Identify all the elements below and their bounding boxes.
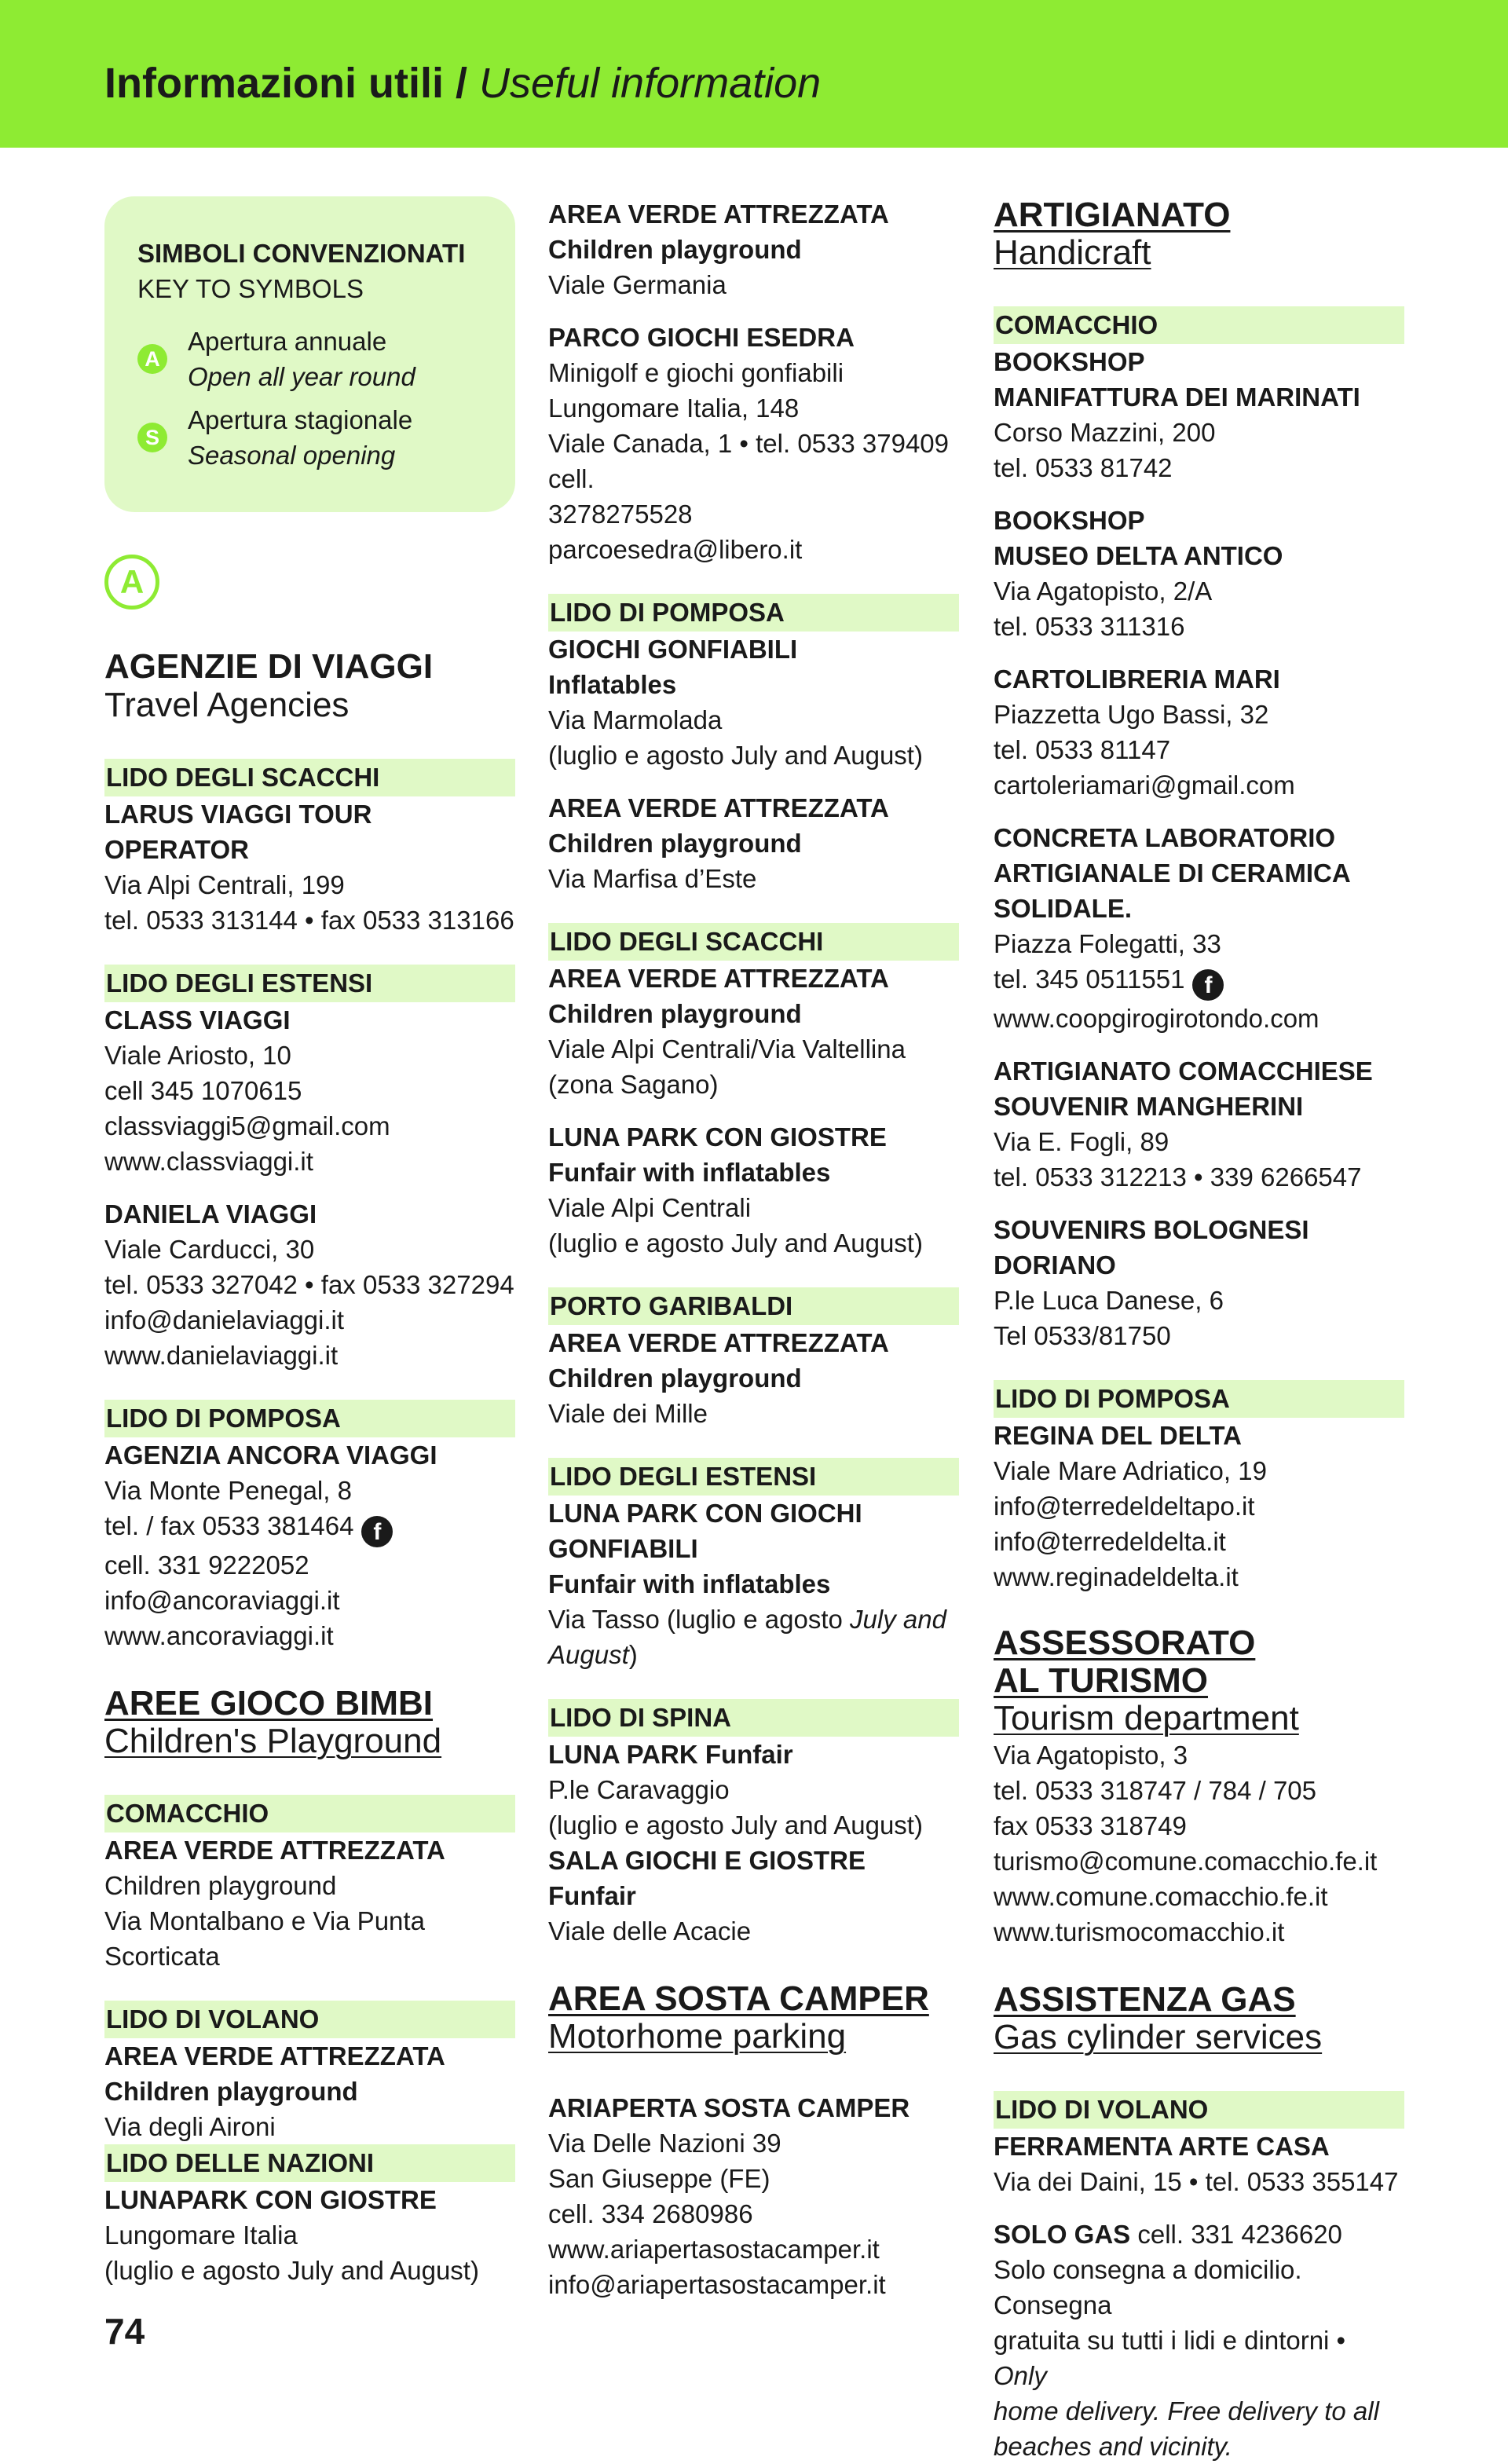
entry-line: tel. 0533 311316 — [994, 612, 1185, 641]
entry-line: Via Alpi Centrali, 199 — [104, 870, 345, 899]
section-agencies — [104, 647, 515, 1653]
entry-name: ARTIGIANALE DI CERAMICA SOLIDALE. — [994, 859, 1350, 923]
entry-line: Via Montalbano e Via Punta — [104, 1906, 425, 1935]
entry-name: ARTIGIANATO COMACCHIESE — [994, 1056, 1373, 1086]
entry-line: Via dei Daini, 15 • tel. 0533 355147 — [994, 2167, 1399, 2196]
entry-name: CLASS VIAGGI — [104, 1005, 291, 1034]
entry-line: Viale Canada, 1 • tel. 0533 379409 cell. — [548, 429, 950, 493]
list-item — [548, 790, 959, 896]
entry-line: tel. 0533 318747 / 784 / 705 — [994, 1776, 1317, 1805]
section-title-it: AREE GIOCO BIMBI — [104, 1684, 434, 1723]
header-title — [104, 52, 821, 115]
entry-line: tel. 0533 327042 • fax 0533 327294 — [104, 1270, 514, 1299]
list-item — [994, 1212, 1404, 1353]
list-item — [548, 196, 959, 302]
entry-line: Via Agatopisto, 2/A — [994, 577, 1213, 606]
section-tourism — [994, 1624, 1404, 1950]
entry-name: AREA VERDE ATTREZZATA — [104, 2041, 445, 2070]
entry-name: PARCO GIOCHI ESEDRA — [548, 323, 855, 352]
list-item — [104, 796, 515, 938]
key-item-annual — [137, 324, 484, 394]
entry-line: gratuita su tutti i lidi e dintorni • — [994, 2326, 1346, 2355]
entry-name: FERRAMENTA ARTE CASA — [994, 2132, 1330, 2161]
section-title-en: Tourism department — [994, 1699, 1299, 1737]
entry-name: SOUVENIR MANGHERINI — [994, 1092, 1304, 1121]
entry-name: MUSEO DELTA ANTICO — [994, 541, 1283, 570]
entry-line: www.reginadeldelta.it — [994, 1562, 1239, 1591]
list-item — [104, 1832, 515, 1974]
header-title-en: Useful information — [479, 60, 822, 107]
entry-name: AREA VERDE ATTREZZATA — [104, 1836, 445, 1865]
entry-line: tel. 345 0511551 — [994, 965, 1185, 994]
entry-name-en: Funfair — [697, 1740, 793, 1769]
entry-line: Via Tasso (luglio e agosto — [548, 1605, 851, 1634]
entry-line: P.le Caravaggio — [548, 1775, 730, 1804]
column-3 — [994, 196, 1404, 2464]
location-bar: LIDO DI SPINA — [548, 1699, 959, 1737]
list-item — [548, 961, 959, 1102]
entry-line: info@danielaviaggi.it — [104, 1305, 345, 1335]
facebook-icon[interactable]: f — [1192, 969, 1224, 1001]
entry-line: www.coopgirogirotondo.com — [994, 1004, 1320, 1033]
entry-line: Viale Ariosto, 10 — [104, 1041, 291, 1070]
entry-name: LARUS VIAGGI TOUR OPERATOR — [104, 800, 372, 864]
list-item — [548, 1496, 959, 1672]
header-separator: / — [443, 60, 479, 107]
key-item-seasonal — [137, 402, 484, 473]
list-item — [994, 344, 1404, 485]
entry-line: cell. 334 2680986 — [548, 2199, 753, 2228]
location-bar: LIDO DI VOLANO — [994, 2091, 1404, 2129]
entry-name: GIOCHI GONFIABILI — [548, 635, 798, 664]
entry-line: tel. 0533 312213 • 339 6266547 — [994, 1162, 1362, 1192]
key-title-en: KEY TO SYMBOLS — [137, 274, 364, 303]
entry-line: Children playground — [104, 1871, 337, 1900]
entry-line-en: July and — [850, 1605, 946, 1634]
section-title-it: ASSISTENZA GAS — [994, 1980, 1296, 2019]
list-item — [104, 2038, 515, 2144]
section-title-it: ARTIGIANATO — [994, 196, 1231, 234]
entry-line: cartoleriamari@gmail.com — [994, 771, 1295, 800]
entry-line: tel. 0533 81742 — [994, 453, 1173, 482]
entry-name: SOUVENIRS BOLOGNESI DORIANO — [994, 1215, 1309, 1280]
column-1 — [104, 196, 515, 2288]
entry-name-en: Children playground — [548, 829, 802, 858]
entry-line: 3278275528 — [548, 500, 693, 529]
entry-name: ARIAPERTA SOSTA CAMPER — [548, 2093, 910, 2122]
location-bar: COMACCHIO — [104, 1795, 515, 1832]
annual-opening-icon: A — [137, 344, 167, 374]
entry-line: Viale Alpi Centrali — [548, 1193, 752, 1222]
entry-line: cell. 331 9222052 — [104, 1551, 309, 1580]
entry-line: Via Agatopisto, 3 — [994, 1741, 1188, 1770]
entry-line: Viale Alpi Centrali/Via Valtellina — [548, 1034, 906, 1064]
entry-name: LUNAPARK CON GIOSTRE — [104, 2185, 437, 2214]
entry-name: LUNA PARK CON GIOCHI — [548, 1499, 862, 1528]
entry-name: LUNA PARK — [548, 1740, 698, 1769]
entry-name-en: Funfair with inflatables — [548, 1158, 831, 1187]
section-gas — [994, 1981, 1404, 2464]
entry-name: AREA VERDE ATTREZZATA — [548, 793, 889, 822]
location-bar: LIDO DI VOLANO — [104, 2001, 515, 2038]
key-item-it: Apertura annuale — [188, 327, 387, 356]
entry-line: Viale dei Mille — [548, 1399, 708, 1428]
entry-line: (luglio e agosto July and August) — [548, 1228, 923, 1258]
entry-name: AGENZIA ANCORA VIAGGI — [104, 1441, 437, 1470]
list-item — [104, 1002, 515, 1179]
location-bar: LIDO DEGLI ESTENSI — [104, 965, 515, 1002]
header-title-it: Informazioni utili — [104, 60, 444, 107]
entry-line: (luglio e agosto July and August) — [548, 1810, 923, 1840]
entry-name: REGINA DEL DELTA — [994, 1421, 1242, 1450]
section-title-en: Children's Playground — [104, 1722, 442, 1760]
entry-line: Lungomare Italia, 148 — [548, 394, 800, 423]
page-number: 74 — [104, 2311, 145, 2352]
section-title-en: Travel Agencies — [104, 686, 350, 724]
entry-line: turismo@comune.comacchio.fe.it — [994, 1847, 1378, 1876]
entry-line: (luglio e agosto July and August) — [548, 741, 923, 770]
entry-line: Viale Germania — [548, 270, 727, 299]
column-2 — [548, 196, 959, 2302]
list-item — [994, 503, 1404, 644]
list-item — [994, 820, 1404, 1036]
section-playground — [104, 1685, 515, 2288]
entry-line: Lungomare Italia — [104, 2221, 298, 2250]
entry-line: Viale Carducci, 30 — [104, 1235, 315, 1264]
list-item — [104, 2182, 515, 2288]
entry-line-en: Only — [994, 2361, 1047, 2390]
section-title-it: AL TURISMO — [994, 1661, 1208, 1700]
entry-name: AREA VERDE ATTREZZATA — [548, 964, 889, 993]
entry-name-en: Funfair with inflatables — [548, 1569, 831, 1598]
entry-line: (luglio e agosto July and August) — [104, 2256, 479, 2285]
entry-name: CARTOLIBRERIA MARI — [994, 665, 1280, 694]
entry-line: Corso Mazzini, 200 — [994, 418, 1216, 447]
entry-name: LUNA PARK CON GIOSTRE — [548, 1122, 887, 1151]
entry-line: info@ariapertasostacamper.it — [548, 2270, 886, 2299]
list-item — [548, 1119, 959, 1261]
entry-line: info@terredeldeltapo.it — [994, 1492, 1255, 1521]
list-item — [548, 320, 959, 567]
seasonal-opening-icon: S — [137, 423, 167, 452]
entry-name: AREA VERDE ATTREZZATA — [548, 1328, 889, 1357]
entry-name: SALA GIOCHI E GIOSTRE — [548, 1846, 866, 1875]
entry-line: Via Marfisa d’Este — [548, 864, 757, 893]
list-item — [548, 1737, 959, 1949]
location-bar: LIDO DI POMPOSA — [994, 1380, 1404, 1418]
facebook-icon[interactable]: f — [361, 1516, 393, 1547]
entry-line: Tel 0533/81750 — [994, 1321, 1171, 1350]
list-item — [104, 1196, 515, 1373]
location-bar: COMACCHIO — [994, 306, 1404, 344]
entry-line: cell 345 1070615 — [104, 1076, 302, 1105]
list-item — [104, 1437, 515, 1653]
location-bar: LIDO DI POMPOSA — [104, 1400, 515, 1437]
location-bar: LIDO DI POMPOSA — [548, 594, 959, 632]
location-bar: LIDO DEGLI SCACCHI — [548, 923, 959, 961]
list-item — [994, 1737, 1404, 1950]
entry-name-en: Children playground — [548, 999, 802, 1028]
entry-line: San Giuseppe (FE) — [548, 2164, 770, 2193]
annual-opening-section-icon: A — [104, 555, 159, 610]
entry-line: info@ancoraviaggi.it — [104, 1586, 340, 1615]
section-title-it: ASSESSORATO — [994, 1624, 1256, 1662]
entry-line: Via Marmolada — [548, 705, 723, 734]
entry-line: tel. 0533 81147 — [994, 735, 1171, 764]
entry-line: www.classviaggi.it — [104, 1147, 313, 1176]
entry-name: DANIELA VIAGGI — [104, 1199, 317, 1228]
entry-name-en: Inflatables — [548, 670, 677, 699]
section-handicraft — [994, 196, 1404, 1594]
location-bar: LIDO DELLE NAZIONI — [104, 2144, 515, 2182]
entry-line: ) — [628, 1640, 638, 1669]
section-camper — [548, 1980, 959, 2302]
list-item — [994, 2217, 1404, 2464]
entry-line: Via Monte Penegal, 8 — [104, 1476, 352, 1505]
list-item — [548, 632, 959, 773]
list-item — [548, 2090, 959, 2302]
entry-line: Piazzetta Ugo Bassi, 32 — [994, 700, 1269, 729]
key-title-it: SIMBOLI CONVENZIONATI — [137, 239, 466, 268]
entry-name-en: Children playground — [104, 2077, 358, 2106]
section-title-en: Gas cylinder services — [994, 2018, 1323, 2056]
entry-name-en: Children playground — [548, 235, 802, 264]
section-title-en: Motorhome parking — [548, 2017, 847, 2056]
entry-line: www.turismocomacchio.it — [994, 1917, 1285, 1946]
entry-line-en: home delivery. Free delivery to all — [994, 2396, 1379, 2426]
entry-name: SOLO GAS — [994, 2220, 1131, 2249]
entry-line: Viale delle Acacie — [548, 1917, 752, 1946]
entry-line: info@terredeldelta.it — [994, 1527, 1226, 1556]
page-header — [0, 0, 1508, 148]
location-bar: LIDO DEGLI ESTENSI — [548, 1458, 959, 1496]
entry-line-en: August — [548, 1640, 629, 1669]
entry-line: parcoesedra@libero.it — [548, 535, 803, 564]
entry-line-en: beaches and vicinity. — [994, 2432, 1232, 2461]
entry-line: P.le Luca Danese, 6 — [994, 1286, 1224, 1315]
section-title-it: AREA SOSTA CAMPER — [548, 1979, 929, 2018]
section-title-it: AGENZIE DI VIAGGI — [104, 647, 434, 686]
entry-line: Via E. Fogli, 89 — [994, 1127, 1169, 1156]
entry-name: AREA VERDE ATTREZZATA — [548, 200, 889, 229]
entry-line: www.ancoraviaggi.it — [104, 1621, 334, 1650]
list-item — [994, 1053, 1404, 1195]
entry-line: Via degli Aironi — [104, 2112, 276, 2141]
entry-line: tel. 0533 313144 • fax 0533 313166 — [104, 906, 514, 935]
entry-line: www.danielaviaggi.it — [104, 1341, 339, 1370]
entry-name-en: Children playground — [548, 1364, 802, 1393]
entry-line: Via Delle Nazioni 39 — [548, 2129, 781, 2158]
entry-name: MANIFATTURA DEI MARINATI — [994, 383, 1360, 412]
entry-line: classviaggi5@gmail.com — [104, 1111, 390, 1140]
location-bar: PORTO GARIBALDI — [548, 1287, 959, 1325]
key-item-it: Apertura stagionale — [188, 405, 413, 434]
entry-name: CONCRETA LABORATORIO — [994, 823, 1336, 852]
list-item — [548, 1325, 959, 1431]
key-item-en: Open all year round — [188, 362, 415, 391]
entry-line: Solo consegna a domicilio. Consegna — [994, 2255, 1302, 2319]
entry-line: www.ariapertasostacamper.it — [548, 2235, 880, 2264]
entry-line: tel. / fax 0533 381464 — [104, 1511, 354, 1540]
key-box — [104, 196, 515, 512]
entry-name: BOOKSHOP — [994, 506, 1145, 535]
entry-name-en: Funfair — [548, 1881, 636, 1910]
entry-line: www.comune.comacchio.fe.it — [994, 1882, 1328, 1911]
entry-name: GONFIABILI — [548, 1534, 698, 1563]
entry-line: cell. 331 4236620 — [1130, 2220, 1342, 2249]
entry-line: fax 0533 318749 — [994, 1811, 1187, 1840]
location-bar: LIDO DEGLI SCACCHI — [104, 759, 515, 796]
key-item-en: Seasonal opening — [188, 441, 396, 470]
list-item — [994, 661, 1404, 803]
list-item — [994, 1418, 1404, 1594]
entry-line: Piazza Folegatti, 33 — [994, 929, 1221, 958]
entry-line: (zona Sagano) — [548, 1070, 719, 1099]
list-item — [994, 2129, 1404, 2199]
entry-line: Viale Mare Adriatico, 19 — [994, 1456, 1267, 1485]
entry-line: Minigolf e giochi gonfiabili — [548, 358, 844, 387]
section-title-en: Handicraft — [994, 233, 1151, 272]
entry-line: Scorticata — [104, 1942, 220, 1971]
entry-name: BOOKSHOP — [994, 347, 1145, 376]
